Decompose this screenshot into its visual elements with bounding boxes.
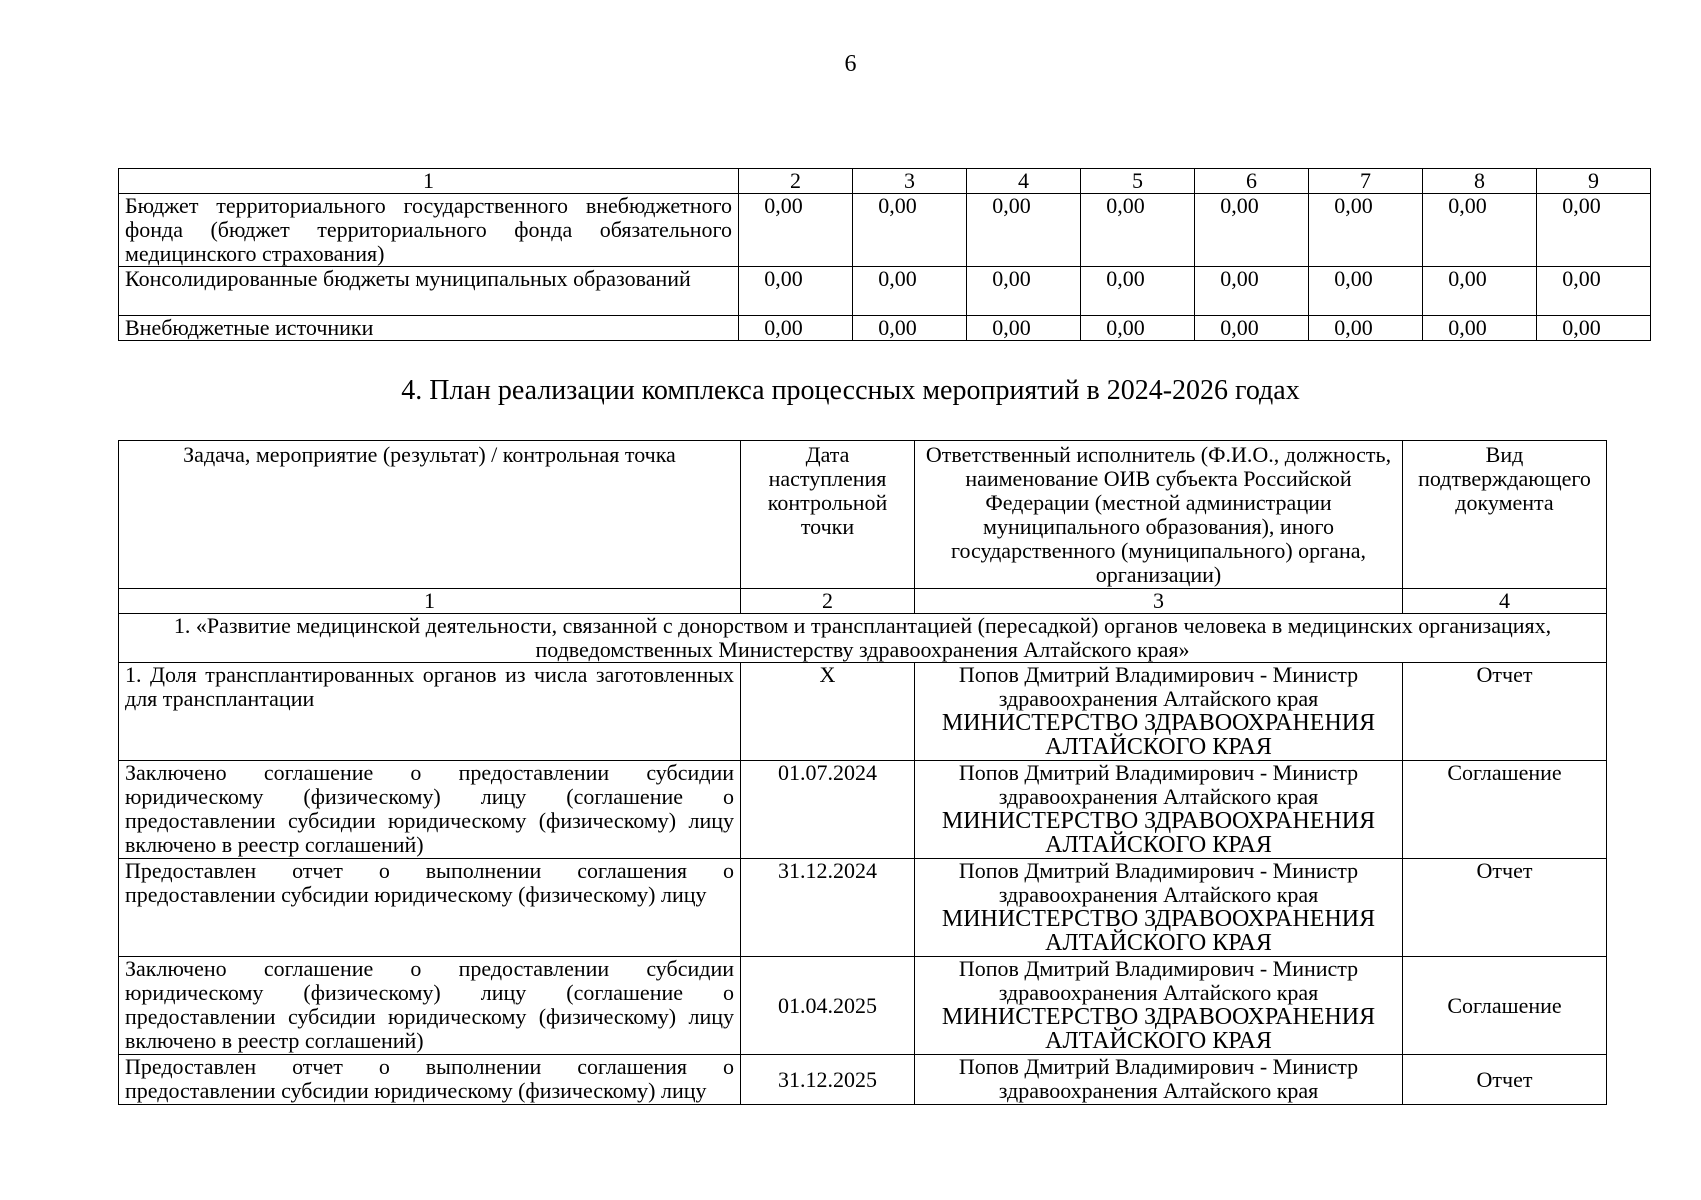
- header-document: Вид подтверждающего документа: [1403, 441, 1607, 589]
- funding-value: 0,00: [967, 316, 1081, 341]
- row-document: Соглашение: [1403, 957, 1607, 1055]
- col-number: 8: [1423, 169, 1537, 194]
- funding-source-label: Внебюджетные источники: [119, 316, 739, 341]
- header-task: Задача, мероприятие (результат) / контрольная точка: [119, 441, 741, 589]
- col-number: 4: [1403, 589, 1607, 614]
- responsible-org: МИНИСТЕРСТВО ЗДРАВООХРАНЕНИЯ АЛТАЙСКОГО КРАЯ: [941, 808, 1376, 858]
- funding-value: 0,00: [853, 267, 967, 316]
- header-date: Дата наступления контрольной точки: [741, 441, 915, 589]
- funding-source-label: Бюджет территориального государственного внебюджетного фонда (бюджет территориального фонда обязательного медицинского страхования): [119, 194, 739, 267]
- funding-value: 0,00: [1195, 267, 1309, 316]
- funding-table: [118, 168, 1651, 341]
- funding-value: 0,00: [1423, 316, 1537, 341]
- funding-value: 0,00: [739, 316, 853, 341]
- funding-row: [119, 267, 1651, 316]
- col-number: 3: [853, 169, 967, 194]
- row-item: 1. Доля трансплантированных органов из числа заготовленных для трансплантации: [119, 663, 741, 761]
- row-date: Х: [741, 663, 915, 761]
- row-item: Предоставлен отчет о выполнении соглашения о предоставлении субсидии юридическому (физическому) лицу: [119, 859, 741, 957]
- responsible-org: МИНИСТЕРСТВО ЗДРАВООХРАНЕНИЯ АЛТАЙСКОГО КРАЯ: [941, 710, 1376, 760]
- col-number: 9: [1537, 169, 1651, 194]
- funding-value: 0,00: [1081, 316, 1195, 341]
- funding-value: 0,00: [1423, 267, 1537, 316]
- row-responsible: [915, 859, 1403, 957]
- responsible-person: Попов Дмитрий Владимирович - Министр здравоохранения Алтайского края: [958, 662, 1359, 711]
- funding-value: 0,00: [967, 267, 1081, 316]
- funding-value: 0,00: [739, 267, 853, 316]
- responsible-org: МИНИСТЕРСТВО ЗДРАВООХРАНЕНИЯ АЛТАЙСКОГО КРАЯ: [941, 906, 1376, 956]
- funding-row: [119, 194, 1651, 267]
- responsible-person: Попов Дмитрий Владимирович - Министр здравоохранения Алтайского края: [958, 858, 1359, 907]
- funding-value: 0,00: [1081, 194, 1195, 267]
- table-row: [119, 957, 1607, 1055]
- funding-header-row: [119, 169, 1651, 194]
- task-row: [119, 614, 1607, 663]
- row-date: 01.04.2025: [741, 957, 915, 1055]
- responsible-person: Попов Дмитрий Владимирович - Министр здравоохранения Алтайского края: [958, 1054, 1359, 1103]
- table-row: [119, 761, 1607, 859]
- funding-value: 0,00: [853, 194, 967, 267]
- row-date: 31.12.2025: [741, 1055, 915, 1105]
- responsible-person: Попов Дмитрий Владимирович - Министр здравоохранения Алтайского края: [958, 760, 1359, 809]
- row-document: Отчет: [1403, 663, 1607, 761]
- funding-value: 0,00: [1537, 267, 1651, 316]
- responsible-person: Попов Дмитрий Владимирович - Министр здравоохранения Алтайского края: [958, 956, 1359, 1005]
- row-responsible: [915, 1055, 1403, 1105]
- funding-row: [119, 316, 1651, 341]
- row-item: Предоставлен отчет о выполнении соглашения о предоставлении субсидии юридическому (физическому) лицу: [119, 1055, 741, 1105]
- header-responsible: Ответственный исполнитель (Ф.И.О., должность, наименование ОИВ субъекта Российской Федерации (местной администрации муниципального образования), иного государственного (муниципального) органа, организации): [915, 441, 1403, 589]
- col-number: 1: [119, 589, 741, 614]
- plan-number-row: [119, 589, 1607, 614]
- row-document: Отчет: [1403, 859, 1607, 957]
- funding-value: 0,00: [1537, 194, 1651, 267]
- funding-value: 0,00: [967, 194, 1081, 267]
- table-row: [119, 663, 1607, 761]
- row-date: 31.12.2024: [741, 859, 915, 957]
- funding-source-label: Консолидированные бюджеты муниципальных образований: [119, 267, 739, 316]
- funding-value: 0,00: [1423, 194, 1537, 267]
- page-number: 6: [844, 51, 857, 77]
- col-number: 7: [1309, 169, 1423, 194]
- table-row: [119, 1055, 1607, 1105]
- section-title: 4. План реализации комплекса процессных мероприятий в 2024-2026 годах: [401, 375, 1300, 406]
- plan-table: [118, 440, 1607, 1105]
- funding-value: 0,00: [1195, 316, 1309, 341]
- funding-value: 0,00: [739, 194, 853, 267]
- table-row: [119, 859, 1607, 957]
- row-date: 01.07.2024: [741, 761, 915, 859]
- col-number: 3: [915, 589, 1403, 614]
- row-document: Отчет: [1403, 1055, 1607, 1105]
- row-document: Соглашение: [1403, 761, 1607, 859]
- funding-value: 0,00: [853, 316, 967, 341]
- row-responsible: [915, 761, 1403, 859]
- col-number: 2: [741, 589, 915, 614]
- plan-header-row: [119, 441, 1607, 589]
- row-responsible: [915, 957, 1403, 1055]
- col-number: 2: [739, 169, 853, 194]
- task-title: 1. «Развитие медицинской деятельности, связанной с донорством и трансплантацией (пересадкой) органов человека в медицинских организациях, подведомственных Министерству здравоохранения Алтайского края»: [119, 614, 1607, 663]
- funding-value: 0,00: [1309, 316, 1423, 341]
- funding-value: 0,00: [1309, 267, 1423, 316]
- funding-value: 0,00: [1081, 267, 1195, 316]
- col-number: 6: [1195, 169, 1309, 194]
- row-item: Заключено соглашение о предоставлении субсидии юридическому (физическому) лицу (соглашение о предоставлении субсидии юридическому (физическому) лицу включено в реестр соглашений): [119, 957, 741, 1055]
- col-number: 5: [1081, 169, 1195, 194]
- responsible-org: МИНИСТЕРСТВО ЗДРАВООХРАНЕНИЯ АЛТАЙСКОГО КРАЯ: [941, 1004, 1376, 1054]
- funding-value: 0,00: [1195, 194, 1309, 267]
- funding-value: 0,00: [1537, 316, 1651, 341]
- row-item: Заключено соглашение о предоставлении субсидии юридическому (физическому) лицу (соглашение о предоставлении субсидии юридическому (физическому) лицу включено в реестр соглашений): [119, 761, 741, 859]
- col-number: 4: [967, 169, 1081, 194]
- row-responsible: [915, 663, 1403, 761]
- funding-value: 0,00: [1309, 194, 1423, 267]
- col-number: 1: [119, 169, 739, 194]
